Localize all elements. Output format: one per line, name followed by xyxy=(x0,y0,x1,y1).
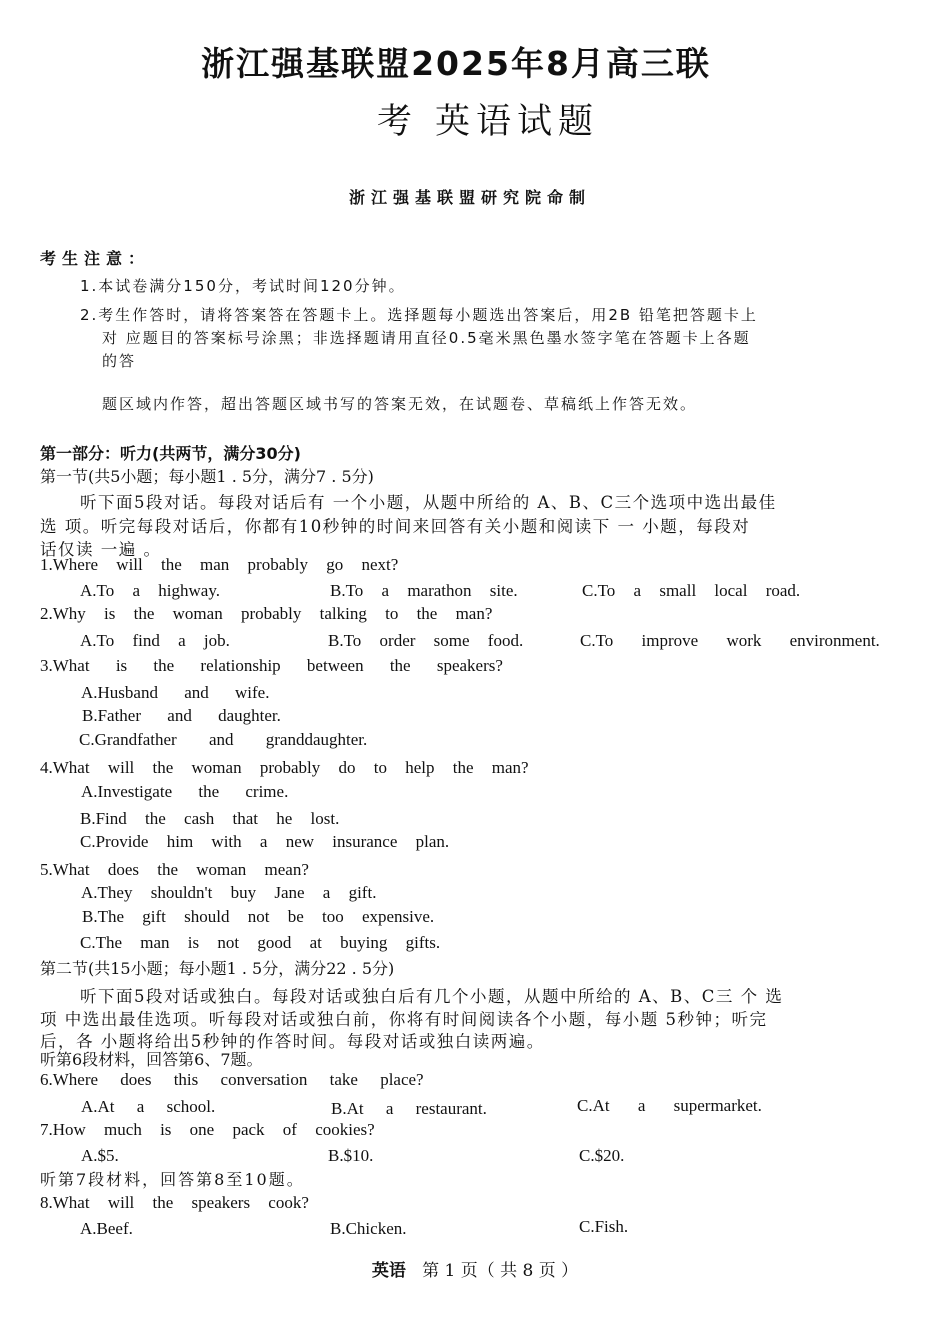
section2-instructions-line3: 后，各 小题将给出5秒钟的作答时间。每段对话或独白读两遍。 xyxy=(40,1032,545,1051)
notice-heading: 考生注意： xyxy=(40,249,151,268)
question-5-option-a: A.They shouldn't buy Jane a gift. xyxy=(81,883,377,902)
question-4-option-a: A.Investigate the crime. xyxy=(81,782,289,801)
question-3-stem: 3.What is the relationship between the speakers? xyxy=(40,656,503,675)
question-5-option-b: B.The gift should not be too expensive. xyxy=(82,907,435,926)
question-6-stem: 6.Where does this conversation take place? xyxy=(40,1070,424,1089)
question-4-stem: 4.What will the woman probably do to help the man? xyxy=(40,758,529,777)
notice-item-2-line2: 对 应题目的答案标号涂黑；非选择题请用直径0.5毫米黑色墨水签字笔在答题卡上各题 xyxy=(102,329,751,347)
notice-item-2-line1: 2.考生作答时，请将答案答在答题卡上。选择题每小题选出答案后，用2B 铅笔把答题卡上 xyxy=(80,306,758,324)
question-1-option-b: B.To a marathon site. xyxy=(330,581,518,600)
question-2-option-c: C.To improve work environment. xyxy=(580,631,880,650)
section1-heading: 第一节(共5小题；每小题1 . 5分，满分7 . 5分) xyxy=(40,467,374,486)
notice-item-2-line3: 的答 xyxy=(102,352,137,370)
question-1-option-a: A.To a highway. xyxy=(80,581,220,600)
exam-issuer: 浙江强基联盟研究院命制 xyxy=(348,188,591,207)
question-1-stem: 1.Where will the man probably go next? xyxy=(40,555,399,574)
section1-instructions-line2: 选 项。听完每段对话后，你都有10秒钟的时间来回答有关小题和阅读下 一 小题，每段对 xyxy=(40,517,751,536)
question-7-option-a: A.$5. xyxy=(81,1146,119,1165)
question-3-option-c: C.Grandfather and granddaughter. xyxy=(79,730,368,749)
question-4-option-c: C.Provide him with a new insurance plan. xyxy=(80,832,450,851)
footer-page-info: 第 1 页（ 共 8 页 ） xyxy=(422,1261,579,1281)
page-footer xyxy=(0,1256,950,1281)
footer-subject: 英语 xyxy=(371,1261,406,1281)
question-6-option-a: A.At a school. xyxy=(81,1097,216,1116)
question-3-option-a: A.Husband and wife. xyxy=(81,683,270,702)
exam-title-line2: 考 英语试题 xyxy=(376,102,600,142)
question-1-option-c: C.To a small local road. xyxy=(582,581,801,600)
question-8-option-a: A.Beef. xyxy=(80,1219,133,1238)
question-7-option-c: C.$20. xyxy=(579,1146,625,1165)
section2-instructions-line1: 听下面5段对话或独白。每段对话或独白后有几个小题，从题中所给的 A、B、C三 个 选 xyxy=(80,987,784,1006)
question-2-stem: 2.Why is the woman probably talking to the man? xyxy=(40,604,493,623)
section2-instructions-line2: 项 中选出最佳选项。听每段对话或独白前，你将有时间阅读各个小题，每小题 5秒钟；听完 xyxy=(40,1010,768,1029)
question-4-option-b: B.Find the cash that he lost. xyxy=(80,809,340,828)
question-8-option-b: B.Chicken. xyxy=(330,1219,407,1238)
section1-instructions-line3: 话仅读 一遍 。 xyxy=(40,540,162,559)
question-7-stem: 7.How much is one pack of cookies? xyxy=(40,1120,375,1139)
section1-instructions-line1: 听下面5段对话。每段对话后有 一个小题，从题中所给的 A、B、C三个选项中选出最佳 xyxy=(80,493,777,512)
exam-title-line1: 浙江强基联盟2025年8月高三联 xyxy=(201,44,711,83)
question-6-option-c: C.At a supermarket. xyxy=(577,1096,762,1115)
material-7-note: 听第7段材料，回答第8至10题。 xyxy=(40,1170,305,1189)
question-8-option-c: C.Fish. xyxy=(579,1217,629,1236)
question-2-option-b: B.To order some food. xyxy=(328,631,524,650)
question-7-option-b: B.$10. xyxy=(328,1146,374,1165)
part1-heading: 第一部分：听力(共两节，满分30分) xyxy=(40,444,301,463)
question-5-stem: 5.What does the woman mean? xyxy=(40,860,309,879)
section2-heading: 第二节(共15小题；每小题1 . 5分，满分22 . 5分) xyxy=(40,959,395,978)
question-5-option-c: C.The man is not good at buying gifts. xyxy=(80,933,441,952)
material-6-note: 听第6段材料，回答第6、7题。 xyxy=(40,1050,263,1069)
notice-item-2-line4: 题区域内作答，超出答题区域书写的答案无效，在试题卷、草稿纸上作答无效。 xyxy=(102,395,698,413)
question-6-option-b: B.At a restaurant. xyxy=(331,1099,487,1118)
notice-item-1: 1.本试卷满分150分，考试时间120分钟。 xyxy=(80,277,406,295)
question-8-stem: 8.What will the speakers cook? xyxy=(40,1193,309,1212)
question-2-option-a: A.To find a job. xyxy=(80,631,230,650)
question-3-option-b: B.Father and daughter. xyxy=(82,706,281,725)
